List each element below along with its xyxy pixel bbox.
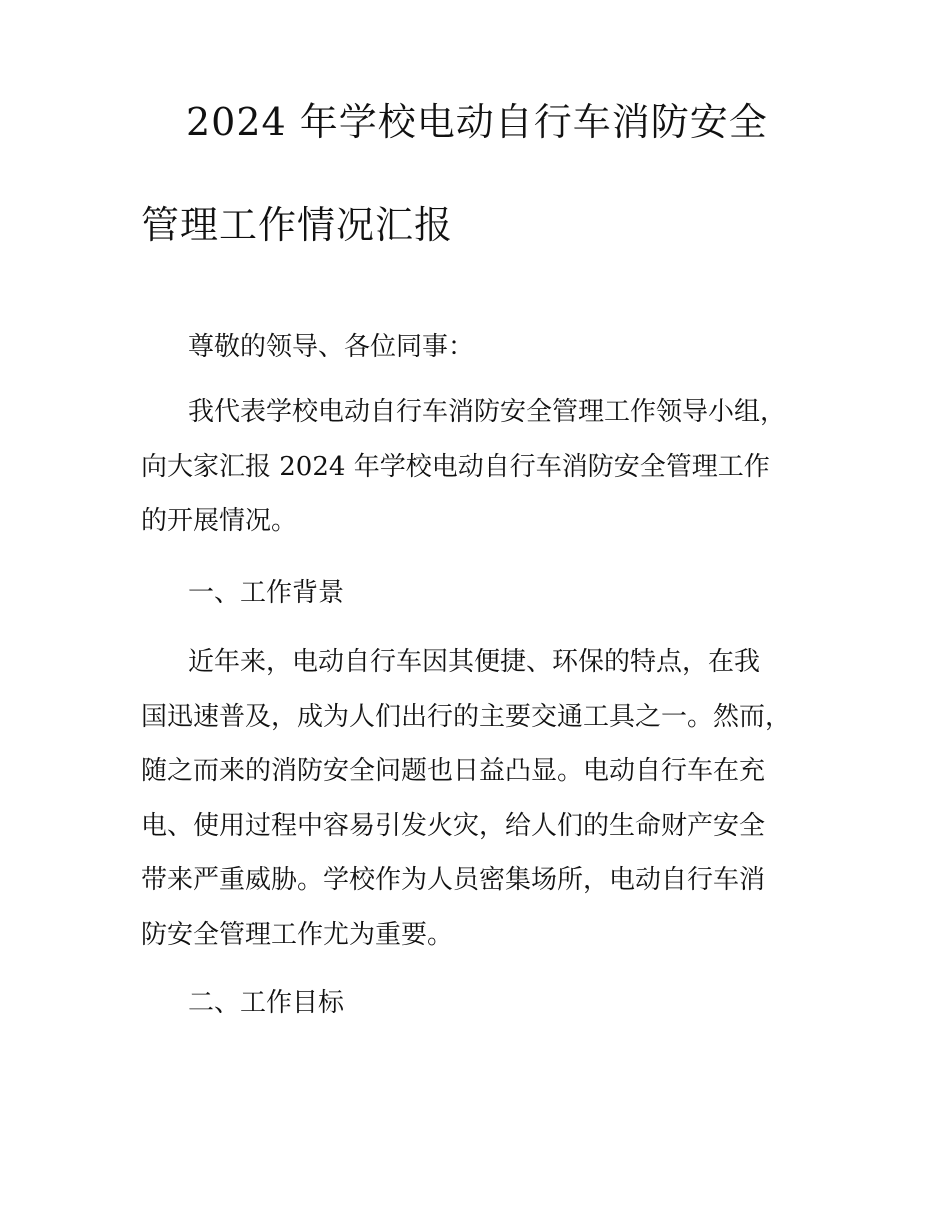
intro-paragraph (141, 385, 831, 549)
background-paragraph (141, 635, 831, 962)
section-heading-background (141, 566, 831, 621)
section-heading-text: 二、工作目标 (188, 988, 345, 1018)
background-line: 近年来，电动自行车因其便捷、环保的特点，在我 (188, 647, 761, 677)
background-line: 带来严重威胁。学校作为人员密集场所，电动自行车消 (141, 865, 766, 895)
intro-line: 我代表学校电动自行车消防安全管理工作领导小组， (188, 397, 787, 427)
document-title-line-2: 管理工作情况汇报 (141, 203, 454, 247)
greeting-paragraph (141, 320, 831, 375)
greeting-text: 尊敬的领导、各位同事： (188, 332, 475, 362)
document-title-line-1: 2024 年学校电动自行车消防安全 (186, 100, 768, 144)
background-line: 国迅速普及，成为人们出行的主要交通工具之一。然而， (141, 701, 792, 732)
background-line: 防安全管理工作尤为重要。 (141, 919, 454, 950)
intro-line: 向大家汇报 2024 年学校电动自行车消防安全管理工作 (141, 451, 770, 482)
background-line: 随之而来的消防安全问题也日益凸显。电动自行车在充 (141, 756, 766, 786)
intro-line: 的开展情况。 (141, 506, 298, 536)
section-heading-text: 一、工作背景 (188, 578, 345, 608)
section-heading-goals (141, 976, 831, 1031)
background-line: 电、使用过程中容易引发火灾，给人们的生命财产安全 (141, 810, 766, 841)
